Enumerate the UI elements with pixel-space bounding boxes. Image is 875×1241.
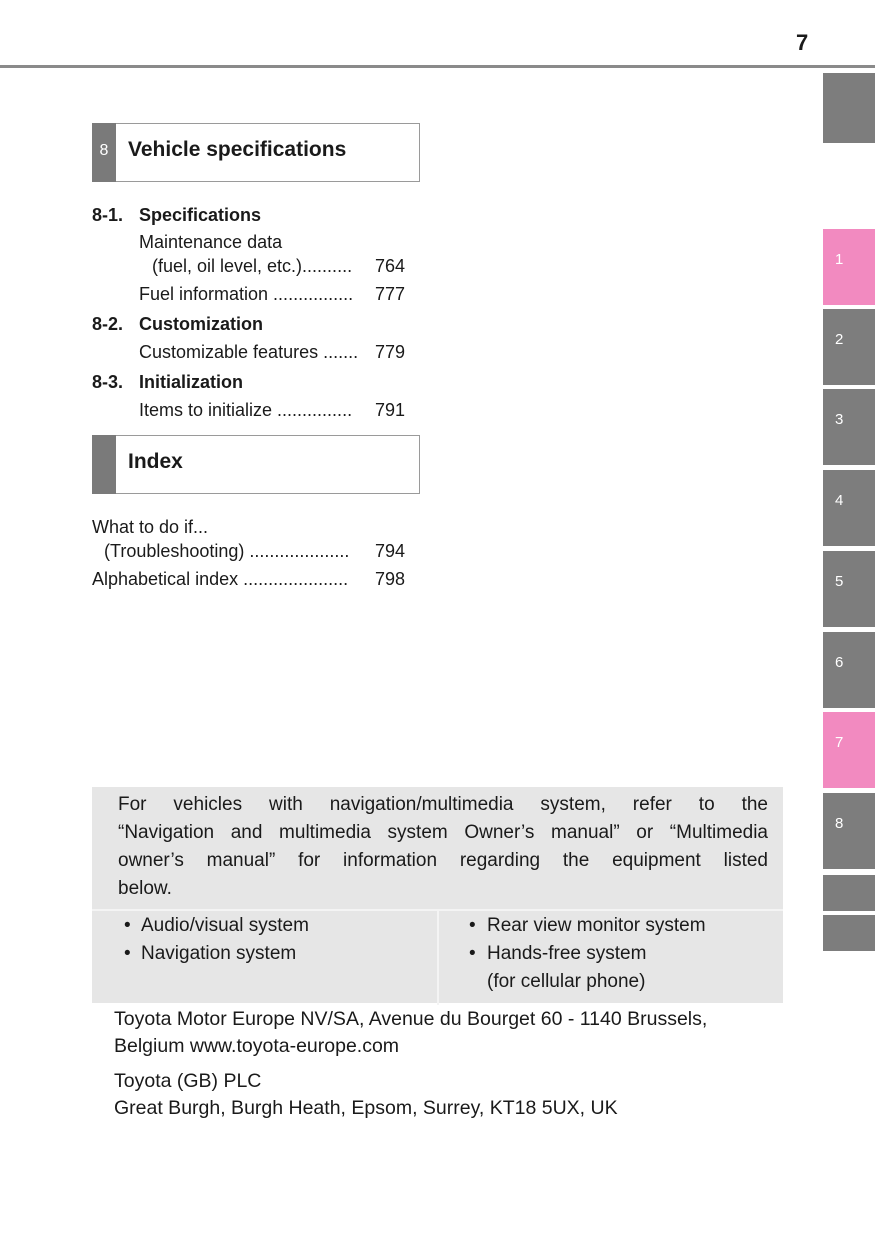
side-tab-4[interactable]: 4 xyxy=(823,470,875,546)
address-line: Great Burgh, Burgh Heath, Epsom, Surrey, KT18 5UX, UK xyxy=(114,1097,618,1119)
note-line: owner’s manual” for information regarding the equipment listed xyxy=(118,850,768,871)
note-line: For vehicles with navigation/multimedia system, refer to the xyxy=(118,794,768,815)
toc-heading-initialization[interactable]: Initialization xyxy=(139,372,244,392)
note-line: below. xyxy=(118,878,172,899)
toc-entry-what-to-do[interactable]: What to do if... xyxy=(92,517,209,537)
side-tab-7[interactable]: 7 xyxy=(823,712,875,788)
equipment-list xyxy=(92,909,783,1005)
bullet-dot: • xyxy=(469,943,476,964)
section-header-index xyxy=(92,435,420,494)
toc-entry-alphabetical[interactable]: Alphabetical index ..................... xyxy=(92,569,349,589)
bullet-dot: • xyxy=(124,943,131,964)
section-title: Index xyxy=(128,450,183,473)
note-line: “Navigation and multimedia system Owner’s manual” or “Multimedia xyxy=(118,822,768,843)
toc-num-8-3: 8-3. xyxy=(92,372,124,392)
toc-page: 798 xyxy=(375,569,406,589)
side-tab-3[interactable]: 3 xyxy=(823,389,875,465)
address-line: Belgium www.toyota-europe.com xyxy=(114,1035,400,1057)
side-tab-2[interactable]: 2 xyxy=(823,309,875,385)
toc-entry-items-initialize[interactable]: Items to initialize ............... xyxy=(139,400,353,420)
navigation-note-box xyxy=(92,787,783,1003)
equipment-item: Rear view monitor system xyxy=(487,915,706,936)
toc-heading-specifications[interactable]: Specifications xyxy=(139,205,262,225)
header-rule xyxy=(0,65,875,68)
toc-num-8-2: 8-2. xyxy=(92,314,124,334)
toc-heading-customization[interactable]: Customization xyxy=(139,314,263,334)
page-number: 7 xyxy=(796,30,809,55)
side-tab-8[interactable]: 8 xyxy=(823,793,875,869)
side-tab-blank-1[interactable] xyxy=(823,875,875,911)
equipment-item-note: (for cellular phone) xyxy=(487,971,646,992)
toc-page: 791 xyxy=(375,400,406,420)
section-number: 8 xyxy=(92,123,116,182)
toc-page: 794 xyxy=(375,541,406,561)
note-text xyxy=(118,791,768,903)
address-line: Toyota (GB) PLC xyxy=(114,1070,262,1092)
bullet-dot: • xyxy=(469,915,476,936)
address-line: Toyota Motor Europe NV/SA, Avenue du Bourget 60 - 1140 Brussels, xyxy=(114,1008,708,1030)
side-tab-1[interactable]: 1 xyxy=(823,229,875,305)
toc-entry-fuel-info[interactable]: Fuel information ................ xyxy=(139,284,354,304)
toc-page: 777 xyxy=(375,284,406,304)
toc-entry-customizable[interactable]: Customizable features ....... xyxy=(139,342,359,362)
section-title: Vehicle specifications xyxy=(128,138,347,161)
side-tab-5[interactable]: 5 xyxy=(823,551,875,627)
column-divider xyxy=(437,911,439,1005)
equipment-item: Hands-free system xyxy=(487,943,647,964)
toc-entry-maintenance[interactable]: Maintenance data xyxy=(139,232,283,252)
toc-page: 764 xyxy=(375,256,406,276)
section-header-vehicle-specs xyxy=(92,123,420,182)
toc-page: 779 xyxy=(375,342,406,362)
toc-entry-fuel-oil[interactable]: (fuel, oil level, etc.).......... xyxy=(152,256,353,276)
bullet-dot: • xyxy=(124,915,131,936)
side-tab-blank-2[interactable] xyxy=(823,915,875,951)
side-tab-6[interactable]: 6 xyxy=(823,632,875,708)
toc-num-8-1: 8-1. xyxy=(92,205,124,225)
side-tab-blank-top[interactable] xyxy=(823,73,875,143)
toc-entry-troubleshooting[interactable]: (Troubleshooting) .................... xyxy=(104,541,350,561)
equipment-item: Audio/visual system xyxy=(141,915,309,936)
equipment-item: Navigation system xyxy=(141,943,297,964)
section-number-blank xyxy=(92,435,116,494)
